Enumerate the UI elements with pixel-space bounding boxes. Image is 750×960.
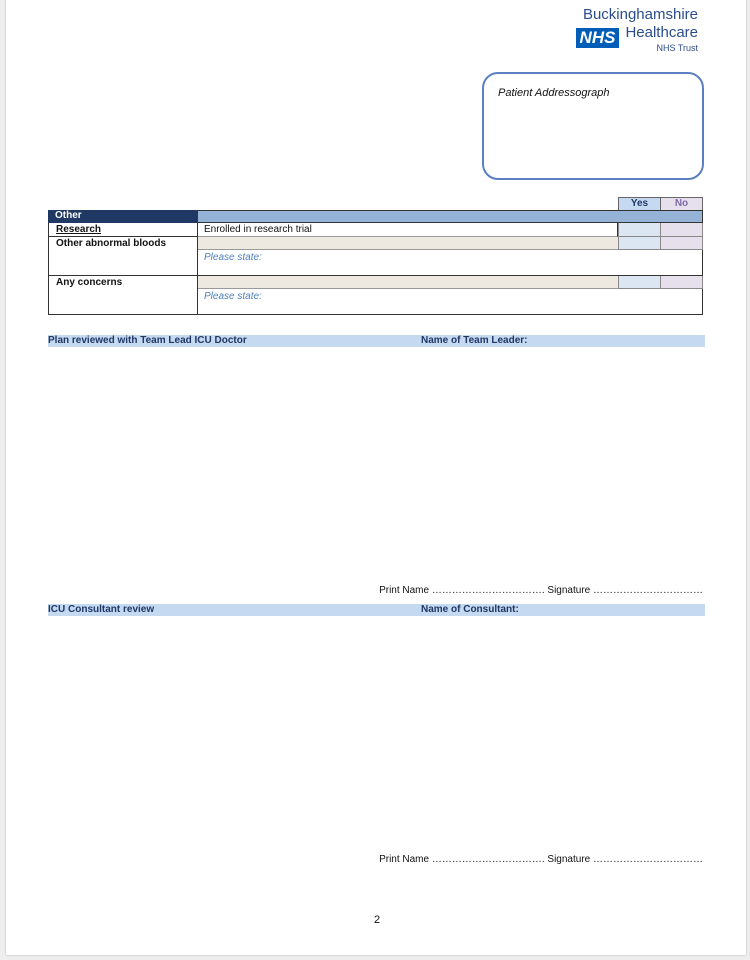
other-abnormal-bloods-answer-bar <box>198 237 618 250</box>
other-abnormal-bloods-no-checkbox[interactable] <box>660 237 703 250</box>
research-no-checkbox[interactable] <box>660 223 703 237</box>
consultant-review-title: ICU Consultant review <box>48 604 155 615</box>
org-name-line3: NHS Trust <box>656 43 698 53</box>
section-title-other: Other <box>48 210 198 223</box>
consultant-signoff-line[interactable]: Print Name ……………………………. Signature …………………………… <box>379 854 703 865</box>
any-concerns-label: Any concerns <box>48 276 198 315</box>
plan-review-section-bar <box>48 335 705 347</box>
research-label: Research <box>48 223 198 237</box>
nhs-logo-icon: NHS <box>576 28 620 48</box>
consultant-name-label: Name of Consultant: <box>421 604 519 615</box>
team-leader-name-label: Name of Team Leader: <box>421 335 528 346</box>
research-yes-checkbox[interactable] <box>618 223 661 237</box>
nhs-trust-logo <box>576 6 698 54</box>
page-number: 2 <box>374 914 381 926</box>
any-concerns-details-field[interactable]: Please state: <box>198 289 703 315</box>
plan-review-title: Plan reviewed with Team Lead ICU Doctor <box>48 335 247 346</box>
other-abnormal-bloods-label: Other abnormal bloods <box>48 237 198 276</box>
patient-addressograph-box[interactable] <box>482 72 704 180</box>
consultant-review-section-bar <box>48 604 705 616</box>
org-name-line2: Healthcare <box>625 24 698 41</box>
research-value: Enrolled in research trial <box>198 223 618 237</box>
other-abnormal-bloods-details-field[interactable]: Please state: <box>198 250 703 276</box>
addressograph-label: Patient Addressograph <box>498 87 610 99</box>
consultant-review-notes-area[interactable] <box>48 619 705 847</box>
plan-review-signoff-line[interactable]: Print Name ……………………………. Signature …………………………… <box>379 585 703 596</box>
yes-header: Yes <box>618 197 661 211</box>
any-concerns-no-checkbox[interactable] <box>660 276 703 289</box>
plan-review-notes-area[interactable] <box>48 350 705 578</box>
any-concerns-yes-checkbox[interactable] <box>618 276 661 289</box>
org-name-line1: Buckinghamshire <box>582 6 698 23</box>
other-abnormal-bloods-yes-checkbox[interactable] <box>618 237 661 250</box>
no-header: No <box>660 197 703 211</box>
any-concerns-answer-bar <box>198 276 618 289</box>
form-page <box>6 0 746 955</box>
